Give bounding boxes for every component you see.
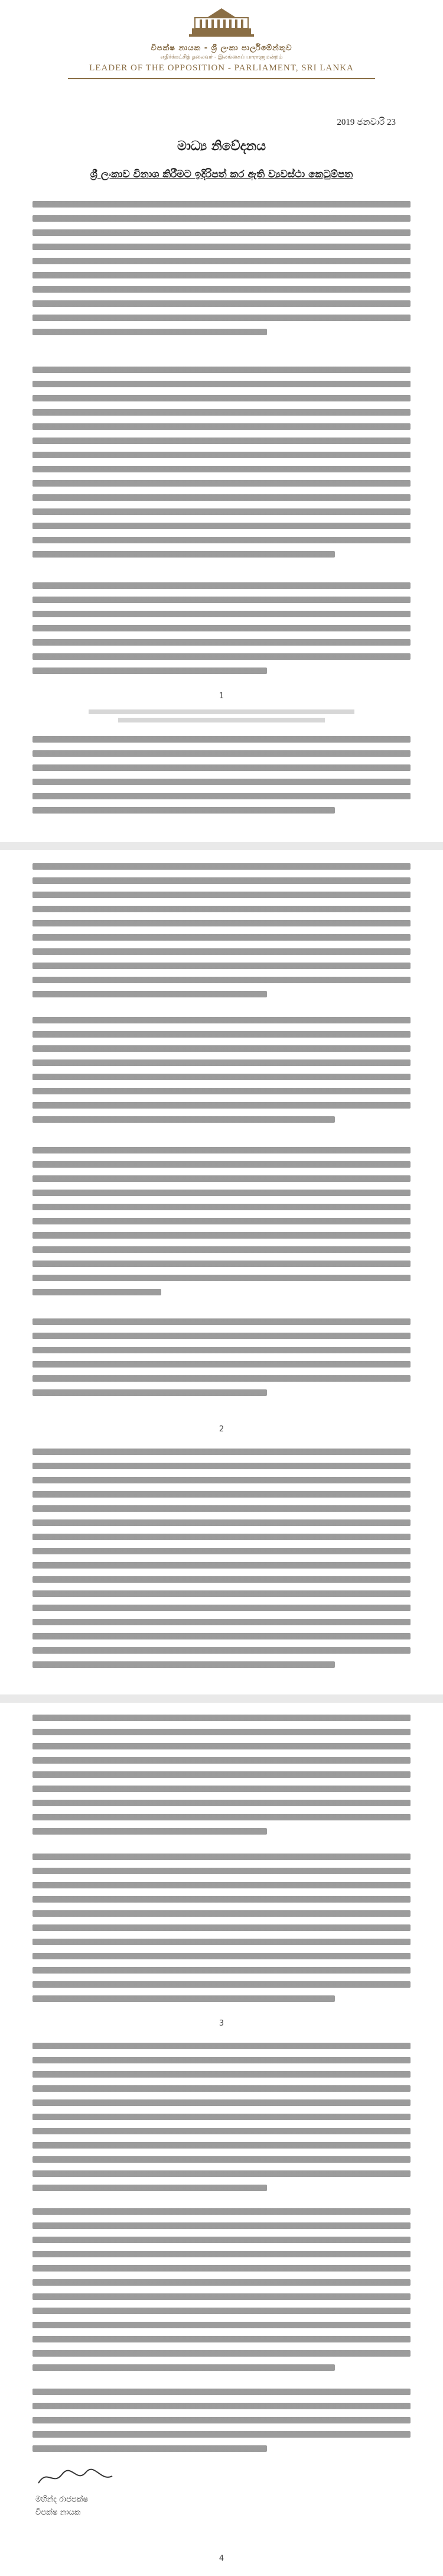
footer-note: [118, 718, 325, 722]
paragraph: [32, 367, 411, 565]
letterhead-sinhala: විපක්ෂ නායක - ශ්‍රී ලංකා පාර්ලිමේන්තුව: [151, 44, 292, 53]
page-number: 3: [219, 2019, 224, 2028]
page-1: [0, 0, 443, 840]
page-number: 4: [219, 2554, 224, 2563]
page-number: 2: [219, 1425, 224, 1434]
letterhead-tamil: எதிர்க்கட்சித் தலைவர் - இலங்கைப் பாராளுமன்றம்: [160, 54, 283, 60]
page-separator: [0, 842, 443, 850]
paragraph: [32, 736, 411, 821]
paragraph: [32, 1017, 411, 1130]
paragraph: [32, 1854, 411, 2010]
paragraph: [32, 1449, 411, 1676]
paragraph: [32, 2043, 411, 2199]
page-title: මාධ්‍ය නිවේදනය: [177, 139, 266, 154]
paragraph: [32, 2208, 411, 2379]
footer-note: [89, 709, 354, 714]
page-2: [0, 851, 443, 1697]
document-subject: ශ්‍රී ලංකාව විනාශ කිරීමට ඉදිරිපත් කර ඇති ව්‍යවස්ථා කෙටුම්පත: [90, 169, 353, 180]
signatory-name: මහින්ද රාජපක්ෂ: [35, 2495, 89, 2504]
paragraph: [32, 582, 411, 682]
signatory-title: විපක්ෂ නායක: [35, 2508, 81, 2517]
page-3: [0, 1703, 443, 2576]
paragraph: [32, 1318, 411, 1404]
letterhead-english: LEADER OF THE OPPOSITION - PARLIAMENT, SRI LANKA: [89, 63, 354, 73]
paragraph: [32, 1715, 411, 1842]
paragraph: [32, 863, 411, 1005]
letterhead-divider: [68, 78, 375, 79]
signature-icon: [35, 2465, 118, 2489]
parliament-building-logo-icon: [189, 5, 254, 39]
paragraph: [32, 201, 411, 343]
page-number: 1: [219, 692, 224, 701]
paragraph: [32, 1147, 411, 1303]
paragraph: [32, 2389, 411, 2460]
release-date: 2019 ජනවාරි 23: [337, 118, 396, 127]
page-separator: [0, 1694, 443, 1703]
letterhead: [0, 5, 443, 79]
